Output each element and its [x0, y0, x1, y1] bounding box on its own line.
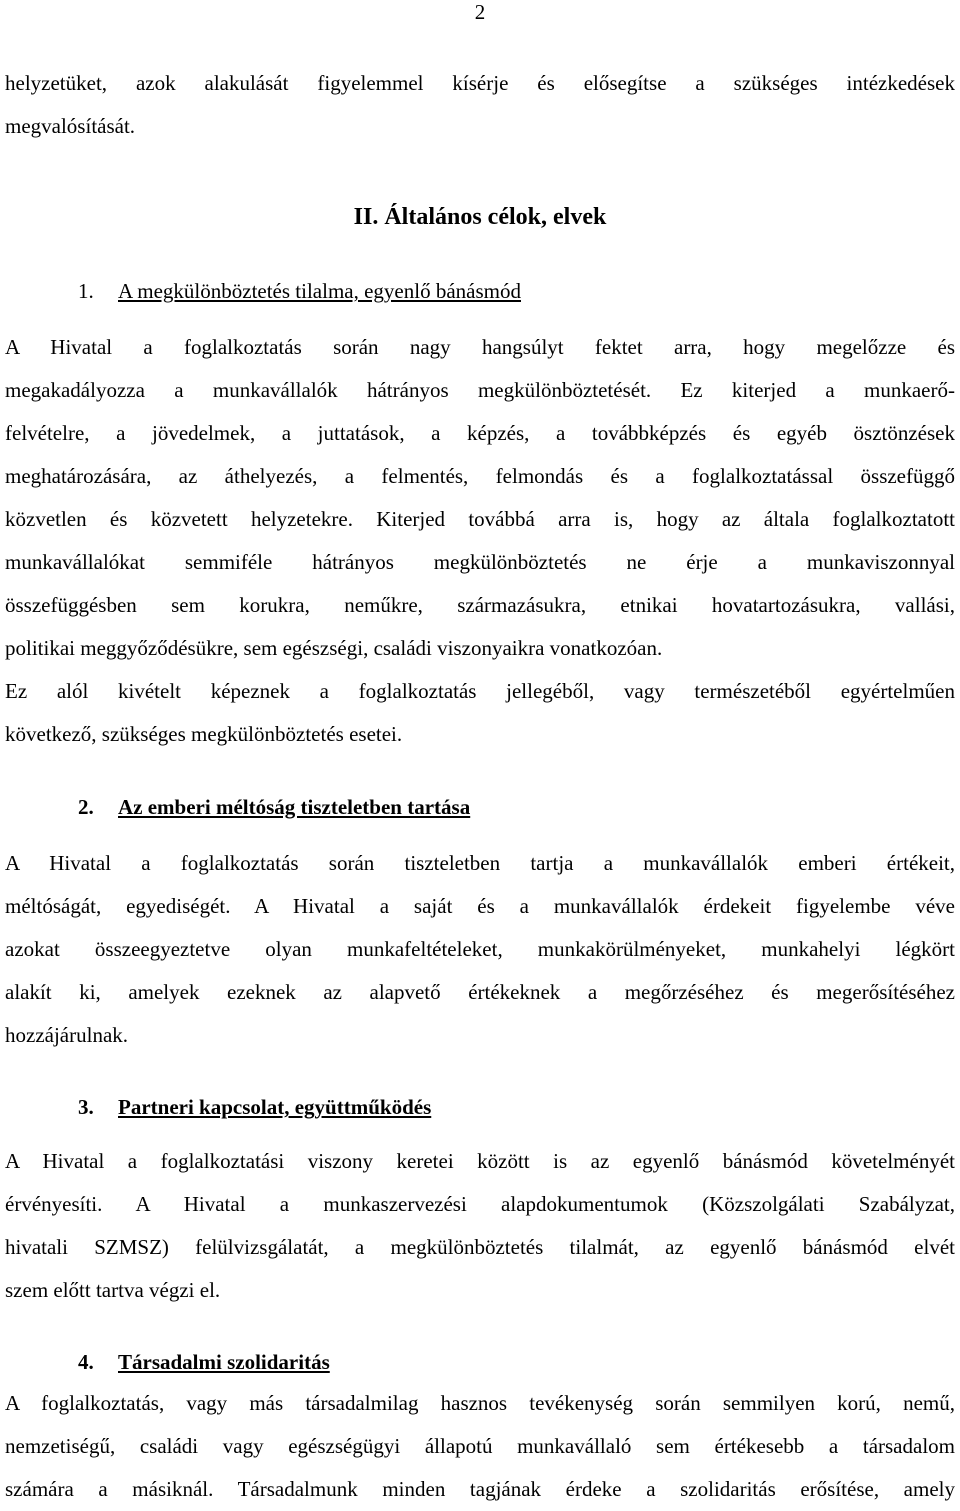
text-line: A Hivatal a foglalkoztatás során tiszteletben tartja a munkavállalók emberi értékeit, — [5, 851, 955, 875]
text-line: azokat összeegyeztetve olyan munkafeltételeket, munkakörülményeket, munkahelyi légkört — [5, 937, 955, 961]
section-title: A megkülönböztetés tilalma, egyenlő bánásmód — [118, 279, 521, 303]
section-heading — [78, 1347, 330, 1377]
section-2-paragraph — [5, 842, 955, 1057]
text-line: következő, szükséges megkülönböztetés esetei. — [5, 722, 403, 746]
text-line: Ez alól kivételt képeznek a foglalkoztatás jellegéből, vagy természetéből egyértelműen — [5, 679, 955, 703]
text-line: szem előtt tartva végzi el. — [5, 1278, 221, 1302]
text-line: helyzetüket, azok alakulását figyelemmel kísérje és elősegítse a szükséges intézkedések — [5, 71, 955, 95]
text-line: munkavállalókat semmiféle hátrányos megkülönböztetés ne érje a munkaviszonnyal — [5, 550, 955, 574]
text-line: alakít ki, amelyek ezeknek az alapvető értékeknek a megőrzéséhez és megerősítéséhez — [5, 980, 955, 1004]
text-line: A Hivatal a foglalkoztatási viszony keretei között is az egyenlő bánásmód követelményét — [5, 1149, 955, 1173]
page-number: 2 — [474, 0, 486, 24]
text-line: számára a másiknál. Társadalmunk minden tagjának érdeke a szolidaritás erősítése, amely — [5, 1477, 955, 1501]
intro-paragraph — [5, 62, 955, 148]
text-line: A Hivatal a foglalkoztatás során nagy hangsúlyt fektet arra, hogy megelőzze és — [5, 335, 955, 359]
text-line: összefüggésben sem korukra, neműkre, származásukra, etnikai hovatartozásukra, vallási, — [5, 593, 955, 617]
section-number: 2. — [78, 795, 94, 819]
section-title: Társadalmi szolidaritás — [118, 1350, 330, 1374]
section-4-paragraph — [5, 1382, 955, 1511]
section-heading — [78, 1092, 431, 1122]
main-heading: II. Általános célok, elvek — [353, 204, 607, 230]
section-heading — [78, 276, 521, 306]
text-line: megakadályozza a munkavállalók hátrányos megkülönböztetését. Ez kiterjed a munkaerő- — [5, 378, 955, 402]
section-number: 1. — [78, 279, 94, 303]
text-line: A foglalkoztatás, vagy más társadalmilag hasznos tevékenység során semmilyen korú, nemű, — [5, 1391, 955, 1415]
section-3-paragraph — [5, 1140, 955, 1312]
section-title: Partneri kapcsolat, együttműködés — [118, 1095, 432, 1119]
text-line: nemzetiségű, családi vagy egészségügyi állapotú munkavállaló sem értékesebb a társadalom — [5, 1434, 955, 1458]
text-line: meghatározására, az áthelyezés, a felmentés, felmondás és a foglalkoztatással összefüggő — [5, 464, 955, 488]
section-number: 4. — [78, 1350, 94, 1374]
text-line: politikai meggyőződésükre, sem egészségi, családi viszonyaikra vonatkozóan. — [5, 636, 663, 660]
text-line: érvényesíti. A Hivatal a munkaszervezési alapdokumentumok (Közszolgálati Szabályzat, — [5, 1192, 955, 1216]
section-1-paragraph — [5, 326, 955, 756]
section-title: Az emberi méltóság tiszteletben tartása — [118, 795, 471, 819]
section-heading — [78, 792, 470, 822]
text-line: közvetlen és közvetett helyzetekre. Kiterjed továbbá arra is, hogy az általa foglalkoztatott — [5, 507, 955, 531]
section-number: 3. — [78, 1095, 94, 1119]
text-line: hozzájárulnak. — [5, 1023, 129, 1047]
text-line: megvalósítását. — [5, 114, 136, 138]
text-line: méltóságát, egyediségét. A Hivatal a saját és a munkavállalók érdekeit figyelembe véve — [5, 894, 955, 918]
text-line: hivatali SZMSZ) felülvizsgálatát, a megkülönböztetés tilalmát, az egyenlő bánásmód elvét — [5, 1235, 955, 1259]
text-line: felvételre, a jövedelmek, a juttatások, a képzés, a továbbképzés és egyéb ösztönzések — [5, 421, 955, 445]
